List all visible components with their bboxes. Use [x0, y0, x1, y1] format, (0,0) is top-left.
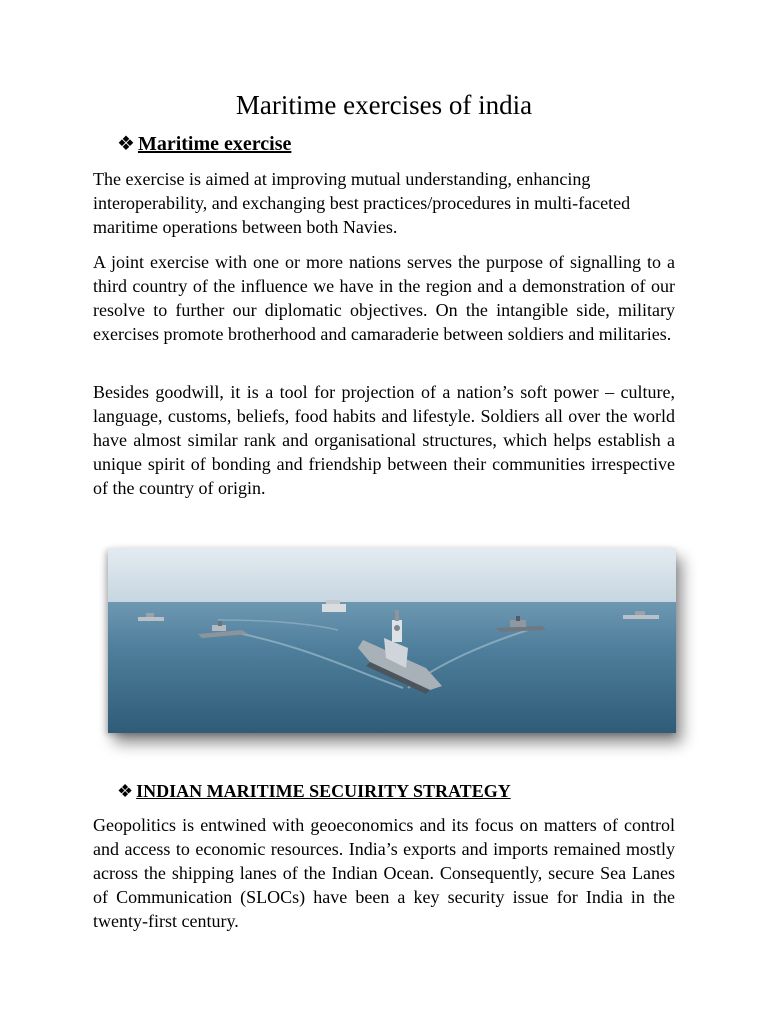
- section-heading-text: Maritime exercise: [137, 133, 292, 155]
- diamond-bullet-icon: ❖: [117, 781, 134, 801]
- section-heading-maritime-exercise: [117, 130, 291, 158]
- section-heading-security-strategy: [117, 778, 511, 804]
- section-heading-text: INDIAN MARITIME SECUIRITY STRATEGY: [136, 781, 511, 801]
- sky: [108, 548, 676, 602]
- paragraph-geopolitics: Geopolitics is entwined with geoeconomics and its focus on matters of control and access to economic resources. India’s exports and imports remained mostly across the shipping lanes of the Indian Ocean. Consequently, secure Sea Lanes of Communication (SLOCs) have been a key security issue for India in the twenty-first century.: [93, 815, 675, 931]
- paragraph-goodwill: Besides goodwill, it is a tool for projection of a nation’s soft power – culture, language, customs, beliefs, food habits and lifestyle. Soldiers all over the world have almost similar rank and organisational structures, which helps establish a unique spirit of bonding and friendship between their communities irrespective of the country of origin.: [93, 382, 675, 498]
- naval-fleet-photo: [108, 548, 676, 733]
- diamond-bullet-icon: ❖: [117, 133, 135, 155]
- document-title: Maritime exercises of india: [235, 90, 533, 120]
- paragraph-joint-exercise: A joint exercise with one or more nations serves the purpose of signalling to a third country of the influence we have in the region and a demonstration of our resolve to further our diplomatic objectives. On the intangible side, military exercises promote brotherhood and camaraderie between soldiers and militaries.: [93, 252, 675, 344]
- naval-fleet-illustration: [108, 548, 676, 733]
- paragraph-exercise-aim: The exercise is aimed at improving mutual understanding, enhancing interoperability, and exchanging best practices/procedures in multi-faceted maritime operations between both Navies.: [93, 169, 631, 237]
